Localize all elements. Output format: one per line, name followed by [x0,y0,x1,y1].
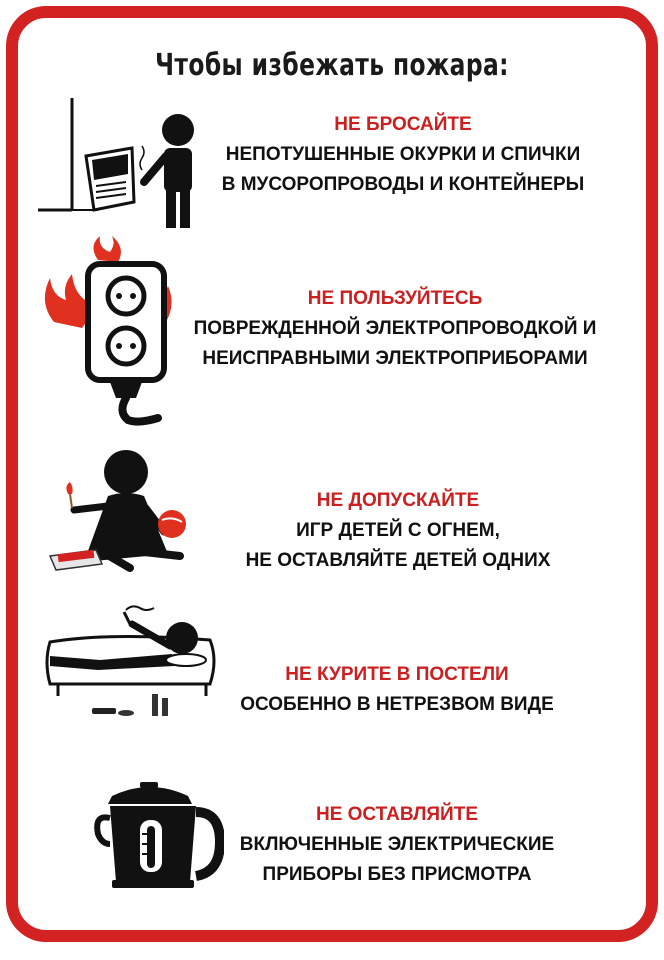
electric-kettle-icon [92,778,224,890]
rule-2-heading: НЕ ПОЛЬЗУЙТЕСЬ [307,288,483,309]
rule-4 [226,660,568,720]
rule-1-line-2: В МУСОРОПРОВОДЫ И КОНТЕЙНЕРЫ [221,174,585,195]
rule-5 [226,800,568,890]
rule-3 [206,486,590,576]
burning-socket-icon [40,236,180,426]
rule-4-line-1: ОСОБЕННО В НЕТРЕЗВОМ ВИДЕ [240,694,554,715]
poster-title: Чтобы избежать пожара: [155,48,509,83]
person-at-garbage-chute-icon [38,98,208,228]
rule-1-line-1: НЕПОТУШЕННЫЕ ОКУРКИ И СПИЧКИ [225,144,581,165]
rule-4-heading: НЕ КУРИТЕ В ПОСТЕЛИ [285,664,509,685]
rule-5-heading: НЕ ОСТАВЛЯЙТЕ [315,804,478,825]
rule-2-line-1: ПОВРЕЖДЕННОЙ ЭЛЕКТРОПРОВОДКОЙ И [193,318,597,339]
smoking-in-bed-icon [44,598,224,722]
rule-1-heading: НЕ БРОСАЙТЕ [334,114,472,135]
rule-3-line-1: ИГР ДЕТЕЙ С ОГНЕМ, [296,520,500,541]
rule-2 [170,284,620,374]
rule-3-heading: НЕ ДОПУСКАЙТЕ [316,490,480,511]
rule-5-line-1: ВКЛЮЧЕННЫЕ ЭЛЕКТРИЧЕСКИЕ [239,834,555,855]
rule-1 [198,110,608,200]
rule-5-line-2: ПРИБОРЫ БЕЗ ПРИСМОТРА [262,864,532,885]
child-with-matches-icon [46,444,196,574]
rule-2-line-2: НЕИСПРАВНЫМИ ЭЛЕКТРОПРИБОРАМИ [202,348,588,369]
rule-3-line-2: НЕ ОСТАВЛЯЙТЕ ДЕТЕЙ ОДНИХ [245,550,551,571]
